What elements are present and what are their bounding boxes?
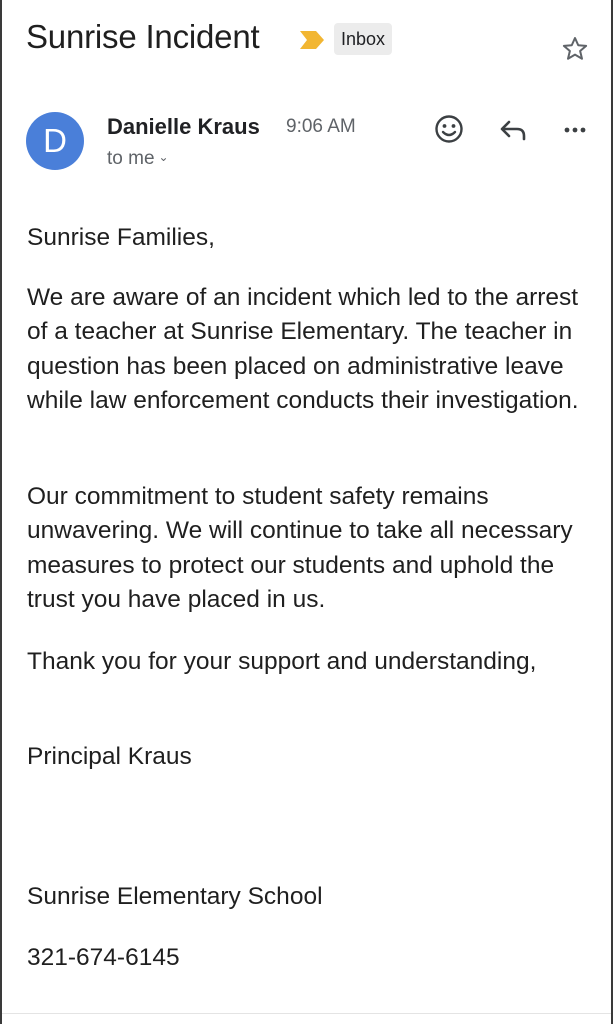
signature-school-name: Sunrise Elementary School: [27, 883, 323, 910]
body-greeting: Sunrise Families,: [27, 224, 215, 251]
body-thanks: Thank you for your support and understanding,: [27, 648, 537, 675]
sender-avatar[interactable]: D: [26, 112, 84, 170]
reply-icon[interactable]: [495, 112, 531, 148]
recipients-text: to me: [107, 148, 155, 169]
body-paragraph-1: We are aware of an incident which led to the arrest of a teacher at Sunrise Elementary. The teacher in question has been placed on administrative leave while law enforcement conducts their investigation.: [27, 284, 579, 414]
star-icon[interactable]: [560, 34, 590, 64]
body-paragraph-2: Our commitment to student safety remains unwavering. We will continue to take all necessary measures to protect our students and uphold the trust you have placed in us.: [27, 483, 573, 613]
importance-marker-icon[interactable]: [299, 30, 325, 50]
body-signoff: Principal Kraus: [27, 743, 192, 770]
recipients-toggle[interactable]: [107, 148, 169, 170]
more-options-icon[interactable]: [557, 112, 593, 148]
inbox-label-chip[interactable]: Inbox: [334, 23, 392, 55]
bottom-divider: [2, 1013, 611, 1014]
signature-phone[interactable]: 321-674-6145: [27, 944, 180, 971]
sent-time: 9:06 AM: [286, 116, 356, 137]
sender-name[interactable]: Danielle Kraus: [107, 114, 260, 139]
chevron-down-icon: ⌄: [158, 150, 169, 164]
email-subject: Sunrise Incident: [26, 18, 260, 55]
emoji-react-icon[interactable]: [431, 111, 467, 147]
